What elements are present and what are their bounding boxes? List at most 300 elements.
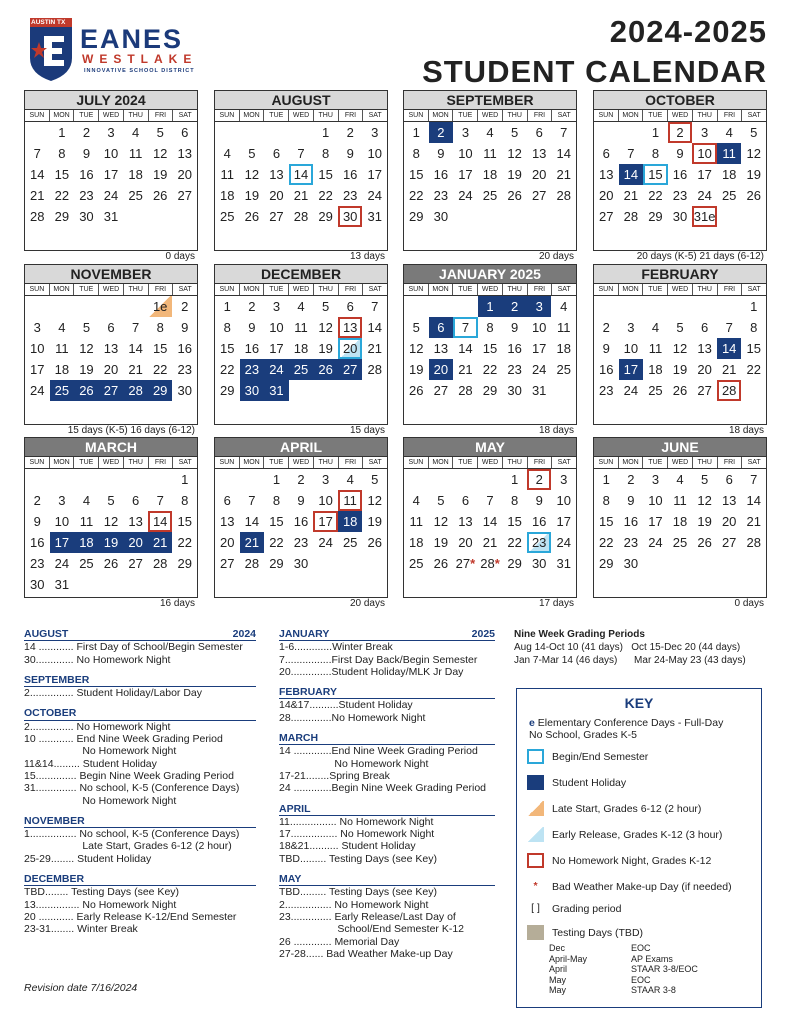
day-cell [741, 206, 766, 227]
testing-period: May [549, 985, 567, 995]
day-cell: 23 [177, 362, 192, 377]
day-cell: 25 [79, 556, 94, 571]
day-cell: 16 [507, 341, 522, 356]
day-cell: 30 [240, 380, 265, 401]
day-cell: 13 [338, 317, 363, 338]
day-cell: 20 [531, 167, 547, 182]
weekday-label: SAT [368, 459, 382, 466]
weekday-label: THU [124, 110, 149, 121]
day-cell: 12 [367, 493, 382, 508]
day-cell: 25 [342, 535, 358, 550]
day-cell [453, 469, 478, 490]
weekday-label: WED [99, 284, 124, 295]
weekday-label: THU [314, 457, 339, 468]
day-cell: 2 [668, 122, 693, 143]
event-month-heading: FEBRUARY [279, 686, 495, 699]
day-cell: 29 [409, 209, 424, 224]
day-cell: 18 [648, 362, 663, 377]
day-cell: 29 [148, 380, 173, 401]
day-cell: 29 [599, 556, 614, 571]
weekday-label: THU [693, 457, 718, 468]
day-cell: 17 [30, 362, 45, 377]
weekday-label: FRI [149, 284, 174, 295]
day-cell [643, 553, 668, 574]
day-cell: 7 [131, 320, 140, 335]
day-cell: 27 [531, 188, 547, 203]
day-cell: 27 [177, 188, 192, 203]
day-cell: 5 [700, 472, 709, 487]
day-cell: 2 [181, 299, 189, 314]
day-cell: 6 [223, 493, 231, 508]
day-cell: 30 [507, 383, 522, 398]
day-cell: 18 [338, 511, 363, 532]
day-cell: 10 [103, 146, 119, 161]
event-month-heading: MAY [279, 873, 495, 886]
month-october [593, 90, 767, 262]
weekday-label: TUE [264, 110, 289, 121]
day-cell: 22 [318, 188, 333, 203]
day-cell: 6 [107, 320, 115, 335]
day-cell: 19 [507, 167, 522, 182]
month-title: JUNE [594, 438, 766, 457]
weekday-label: WED [478, 284, 503, 295]
day-cell: 13 [128, 514, 143, 529]
day-cell: 16 [293, 514, 309, 529]
day-cell [404, 469, 429, 490]
day-cell: 24 [30, 383, 45, 398]
day-cell: 24 [367, 188, 382, 203]
event-item: 20 ............ Early Release K-12/End Semester [24, 910, 237, 923]
day-cell [74, 574, 99, 595]
event-item: 25-29........ Student Holiday [24, 852, 152, 865]
testing-exam: STAAR 3-8/EOC [631, 964, 698, 974]
day-cell: 31 [264, 380, 289, 401]
event-item: 26 ............. Memorial Day [279, 935, 400, 948]
day-cell: 24 [697, 188, 712, 203]
day-cell: 2 [627, 472, 635, 487]
day-cell [741, 380, 766, 401]
day-cell: 31e [692, 206, 717, 227]
day-cell: 6 [131, 493, 140, 508]
day-cell: 2 [33, 493, 41, 508]
day-cell: 26 [507, 188, 522, 203]
day-cell [692, 553, 717, 574]
day-cell [240, 122, 265, 143]
day-cell: 26 [313, 359, 338, 380]
day-cell: 5 [321, 299, 330, 314]
month-title: SEPTEMBER [404, 91, 576, 110]
day-cell: 28* [480, 556, 500, 571]
day-cell: 26 [74, 380, 99, 401]
day-cell: 2 [346, 125, 354, 140]
day-cell: 20 [721, 514, 737, 529]
day-cell: 8 [486, 320, 494, 335]
day-cell: 21 [556, 167, 571, 182]
day-cell: 12 [152, 146, 168, 161]
event-item: 2............... No Homework Night [24, 720, 171, 733]
day-cell: 17 [531, 341, 547, 356]
day-cell: 15 [54, 167, 70, 182]
weekday-label: THU [503, 110, 528, 121]
day-cell [172, 574, 197, 595]
key-late-start [527, 801, 701, 816]
day-cell [502, 206, 527, 227]
day-cell [99, 296, 124, 317]
day-cell: 29 [648, 209, 663, 224]
day-cell: 28 [123, 380, 148, 401]
day-cell: 24 [264, 359, 289, 380]
month-school-days: 15 days (K-5) 16 days (6-12) [67, 425, 195, 436]
day-cell: 21 [30, 188, 45, 203]
weekday-label: MON [619, 284, 644, 295]
day-cell: 3 [58, 493, 66, 508]
day-cell: 19 [409, 362, 424, 377]
event-month-heading: AUGUST 2024 [24, 628, 256, 640]
day-cell: 20 [103, 362, 119, 377]
weekday-label: FRI [149, 110, 174, 121]
day-cell: 11 [717, 143, 742, 164]
day-cell: 6 [181, 125, 189, 140]
day-cell: 13 [531, 146, 547, 161]
day-cell: 5 [248, 146, 256, 161]
month-september [403, 90, 577, 262]
month-november [24, 264, 198, 436]
day-cell: 6 [535, 125, 543, 140]
event-item: 2............... Student Holiday/Labor Day [24, 687, 203, 700]
day-cell: 20 [458, 535, 473, 550]
day-cell: 15 [746, 341, 761, 356]
weekday-label: MON [50, 110, 75, 121]
day-cell [692, 296, 717, 317]
weekday-header [404, 284, 576, 296]
weekday-label: THU [503, 284, 528, 295]
day-cell: 11 [557, 320, 571, 335]
day-cell: 15 [482, 341, 498, 356]
day-cell: 11 [673, 493, 687, 508]
day-cell: 10 [54, 514, 70, 529]
month-school-days: 0 days [165, 251, 195, 262]
event-item: No Homework Night [279, 757, 429, 770]
weekday-header [25, 110, 197, 122]
day-cell: 22 [177, 535, 192, 550]
day-cell: 20 [177, 167, 192, 182]
day-cell: 6 [725, 472, 733, 487]
day-cell: 25 [721, 188, 737, 203]
day-cell: 8 [58, 146, 66, 161]
weekday-header [215, 110, 387, 122]
day-cell: 27 [99, 380, 124, 401]
day-cell: 9 [346, 146, 354, 161]
day-cell: 23 [527, 532, 552, 553]
weekday-label: FRI [718, 284, 743, 295]
day-cell [338, 553, 363, 574]
day-cell: 30 [531, 556, 547, 571]
key-conf-line1: Elementary Conference Days - Full-Day [537, 717, 724, 729]
weekday-header [25, 284, 197, 296]
weekday-label: THU [124, 284, 149, 295]
day-cell: 2 [429, 122, 454, 143]
weekday-label: TUE [643, 110, 668, 121]
day-cell: 21 [721, 362, 737, 377]
weekday-label: SAT [368, 112, 382, 119]
weekday-label: SAT [747, 286, 761, 293]
calendar-title: STUDENT CALENDAR [422, 54, 767, 89]
day-cell: 18 [672, 514, 688, 529]
day-cell: 9 [248, 320, 256, 335]
month-april [214, 437, 388, 609]
day-cell: 12 [79, 341, 94, 356]
grading-periods [514, 628, 746, 667]
day-cell: 18 [74, 532, 99, 553]
day-cell: 12 [409, 341, 424, 356]
day-cell: 9 [535, 493, 543, 508]
weekday-label: TUE [643, 457, 668, 468]
day-cell: 21 [367, 341, 382, 356]
day-cell: 27 [599, 209, 614, 224]
day-cell: 24 [556, 535, 571, 550]
day-cell: 19 [433, 535, 449, 550]
day-cell: 9 [297, 493, 305, 508]
day-cell: 11 [128, 146, 143, 161]
day-cell: 25 [220, 209, 235, 224]
day-cell: 5 [412, 320, 420, 335]
day-cell: 9 [602, 341, 610, 356]
day-cell [25, 469, 50, 490]
event-month-heading: JANUARY 2025 [279, 628, 495, 640]
day-cell: 5 [676, 320, 684, 335]
day-cell: 28 [152, 556, 168, 571]
day-cell: 7 [156, 493, 164, 508]
day-cell: 8 [602, 493, 610, 508]
day-cell: 25 [409, 556, 424, 571]
day-cell: 18 [54, 362, 70, 377]
key-label: Early Release, Grades K-12 (3 hour) [552, 828, 723, 841]
month-title: DECEMBER [215, 265, 387, 284]
day-cell: 16 [672, 167, 688, 182]
day-cell: 25 [50, 380, 75, 401]
day-cell: 17 [648, 514, 663, 529]
day-cell: 4 [676, 472, 684, 487]
day-cell: 27 [433, 383, 449, 398]
key-label: Bad Weather Make-up Day (if needed) [552, 880, 732, 893]
day-cell: 27 [338, 359, 363, 380]
weekday-label: TUE [453, 110, 478, 121]
key-label: Student Holiday [552, 776, 627, 789]
day-cell: 7 [750, 472, 758, 487]
event-item: 2................ No Homework Night [279, 898, 429, 911]
day-cell: 24 [54, 556, 70, 571]
event-item: 17-21........Spring Break [279, 769, 390, 782]
calendar-year: 2024-2025 [609, 14, 767, 49]
month-school-days: 16 days [159, 598, 195, 609]
day-cell: 22 [599, 535, 614, 550]
day-cell: 26 [746, 188, 761, 203]
day-cell: 14 [128, 341, 143, 356]
testing-exam: EOC [631, 974, 651, 985]
key-grading-period [527, 901, 621, 916]
event-item: 13............... No Homework Night [24, 898, 177, 911]
day-cell [527, 206, 552, 227]
day-cell: 4 [346, 472, 354, 487]
weekday-label: WED [289, 284, 314, 295]
day-cell: 1 [651, 125, 660, 140]
day-cell: 18 [721, 167, 737, 182]
day-cell [313, 380, 338, 401]
revision-date: Revision date 7/16/2024 [24, 982, 138, 994]
month-school-days: 18 days [728, 425, 764, 436]
day-cell: 2 [602, 320, 610, 335]
day-cell: 14 [244, 514, 260, 529]
day-cell: 20 [269, 188, 284, 203]
weekday-label: SUN [404, 110, 429, 121]
weekday-label: MON [429, 457, 454, 468]
day-cell: 30 [672, 209, 688, 224]
day-cell: 13 [697, 341, 712, 356]
day-cell: 25 [556, 362, 571, 377]
event-item: 7................First Day Back/Begin Semester [279, 653, 478, 666]
day-cell: 12 [672, 341, 688, 356]
day-cell [264, 122, 289, 143]
weekday-label: FRI [339, 457, 364, 468]
weekday-label: MON [240, 284, 265, 295]
month-title: FEBRUARY [594, 265, 766, 284]
day-cell: 30 [623, 556, 639, 571]
day-cell [551, 380, 576, 401]
grading-title: Nine Week Grading Periods [514, 629, 645, 640]
day-cell: 1e [148, 296, 173, 317]
testing-period: April-May [549, 953, 588, 964]
day-cell [148, 206, 173, 227]
day-cell: 8 [651, 146, 660, 161]
month-may [403, 437, 577, 609]
day-cell: 9 [627, 493, 635, 508]
asterisk-icon: * [533, 880, 538, 892]
key-label: Late Start, Grades 6-12 (2 hour) [552, 802, 702, 815]
day-cell [478, 206, 503, 227]
day-cell: 6 [602, 146, 610, 161]
day-cell: 9 [33, 514, 41, 529]
day-cell: 17 [367, 167, 382, 182]
day-cell: 21 [240, 532, 265, 553]
day-cell: 25 [128, 188, 143, 203]
day-cell: 10 [269, 320, 284, 335]
key-label: No Homework Night, Grades K-12 [552, 854, 712, 867]
day-cell: 16 [599, 362, 614, 377]
day-cell: 16 [433, 167, 449, 182]
day-cell: 26 [409, 383, 424, 398]
day-cell: 9 [676, 146, 684, 161]
day-cell: 7 [486, 493, 494, 508]
day-cell: 13 [269, 167, 284, 182]
day-cell: 17 [556, 514, 571, 529]
weekday-label: SUN [594, 457, 619, 468]
day-cell: 31 [54, 577, 70, 592]
month-title: MARCH [25, 438, 197, 457]
weekday-label: FRI [528, 110, 553, 121]
month-march [24, 437, 198, 609]
day-cell: 11 [338, 490, 363, 511]
day-cell: 4 [131, 125, 140, 140]
day-cell: 15 [220, 341, 235, 356]
month-january [403, 264, 577, 436]
day-cell: 1 [321, 125, 330, 140]
day-cell: 23 [433, 188, 449, 203]
day-cell: 5 [107, 493, 115, 508]
weekday-label: SAT [557, 459, 571, 466]
event-item: 31.............. No school, K-5 (Conference Days) [24, 782, 240, 795]
day-cell: 18 [293, 341, 309, 356]
weekday-label: FRI [528, 284, 553, 295]
key-early-release [527, 827, 722, 842]
weekday-header [594, 284, 766, 296]
day-cell [717, 296, 742, 317]
weekday-label: THU [124, 457, 149, 468]
day-cell: 7 [725, 320, 733, 335]
day-cell [594, 296, 619, 317]
day-cell: 26 [433, 556, 449, 571]
weekday-label: MON [429, 284, 454, 295]
day-cell: 3 [527, 296, 552, 317]
day-cell: 22 [482, 362, 498, 377]
day-cell: 21 [482, 535, 498, 550]
day-cell: 14 [556, 146, 571, 161]
key-holiday [527, 775, 626, 790]
conference-e-icon: e [529, 717, 535, 729]
day-cell: 19 [244, 188, 260, 203]
day-cell: 10 [367, 146, 382, 161]
weekday-label: FRI [339, 284, 364, 295]
day-cell: 3 [107, 125, 115, 140]
grading-row-2: Jan 7-Mar 14 (46 days) Mar 24-May 23 (43 days) [514, 655, 746, 666]
day-cell: 30 [79, 209, 94, 224]
day-cell: 23 [293, 535, 309, 550]
legend-key [516, 688, 762, 1008]
weekday-label: WED [668, 110, 693, 121]
event-item: 23-31........ Winter Break [24, 923, 138, 936]
day-cell [313, 553, 338, 574]
day-cell [50, 296, 75, 317]
day-cell: 18 [128, 167, 143, 182]
event-item: 28..............No Homework Night [279, 711, 426, 724]
day-cell: 23 [599, 383, 614, 398]
day-cell [717, 206, 742, 227]
day-cell: 27 [269, 209, 284, 224]
day-cell: 10 [318, 493, 333, 508]
day-cell: 27 [721, 535, 737, 550]
day-cell: 3 [461, 125, 470, 140]
event-item: TBD........ Testing Days (see Key) [24, 886, 180, 899]
day-cell: 5 [82, 320, 91, 335]
day-cell [172, 206, 197, 227]
event-item: 23.............. Early Release/Last Day of [279, 910, 456, 923]
day-cell [453, 206, 478, 227]
day-cell: 20 [697, 362, 712, 377]
day-cell: 15 [269, 514, 284, 529]
day-cell: 30 [30, 577, 45, 592]
day-cell: 15 [152, 341, 168, 356]
month-title: JULY 2024 [25, 91, 197, 110]
testing-table [549, 943, 698, 996]
day-cell: 22 [269, 535, 284, 550]
testing-exam: STAAR 3-8 [631, 985, 676, 995]
event-item: Late Start, Grades 6-12 (2 hour) [24, 840, 232, 853]
weekday-label: WED [478, 110, 503, 121]
weekday-label: TUE [74, 110, 99, 121]
day-cell: 7 [560, 125, 568, 140]
day-cell: 16 [30, 535, 45, 550]
day-cell: 11 [294, 320, 308, 335]
weekday-header [404, 110, 576, 122]
